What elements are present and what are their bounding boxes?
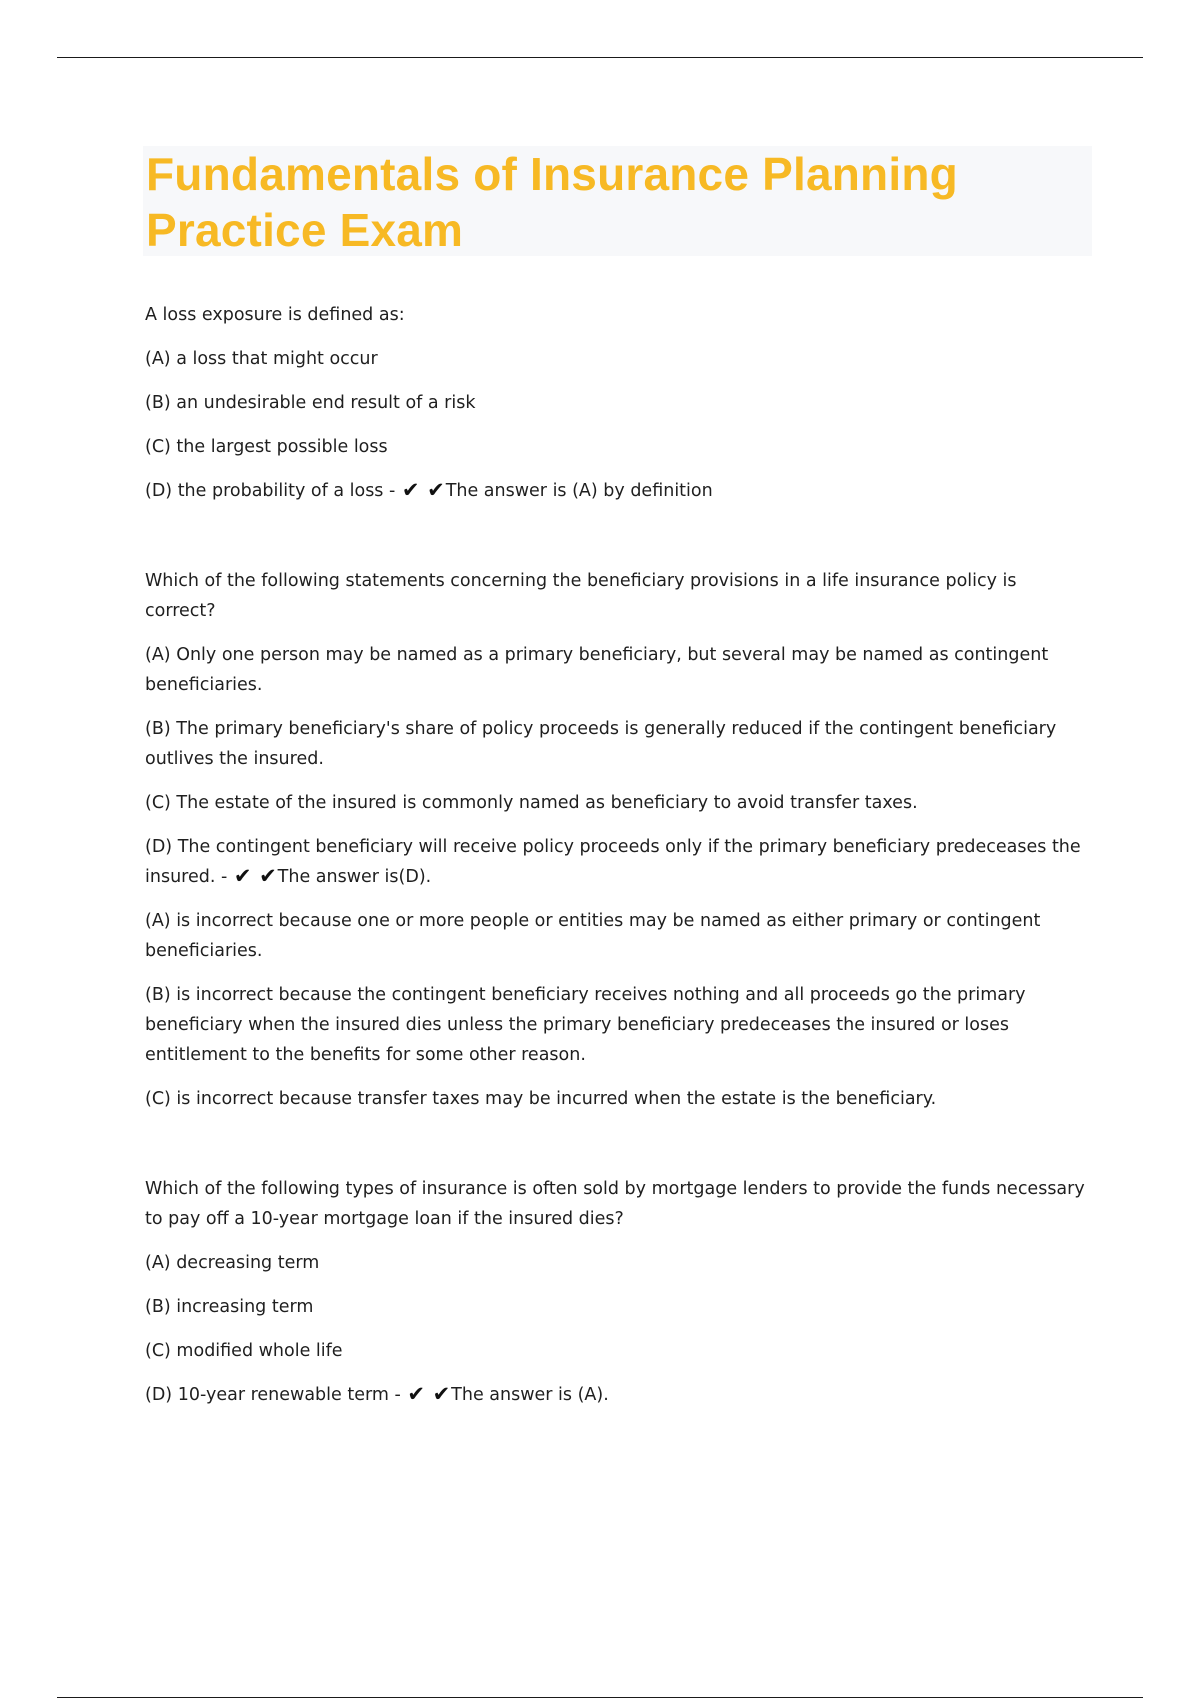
explanation-b: (B) is incorrect because the contingent beneficiary receives nothing and all proceeds go the primary beneficiary when the insured dies unless the primary beneficiary predeceases the insured or loses entitlement to the benefits for some other reason.: [145, 985, 1026, 1065]
question-stem: Which of the following statements concerning the beneficiary provisions in a life insurance policy is correct?: [145, 571, 1017, 621]
top-rule: [57, 57, 1143, 58]
option-a: (A) decreasing term: [145, 1253, 320, 1273]
option-c: (C) the largest possible loss: [145, 437, 388, 457]
option-a: (A) a loss that might occur: [145, 349, 378, 369]
option-d-with-answer: [145, 832, 1085, 892]
option-d: (D) 10-year renewable term -: [145, 1385, 401, 1405]
answer-text: The answer is(D).: [277, 867, 432, 887]
question-1: [145, 300, 1085, 506]
question-2: [145, 566, 1085, 1114]
explanation-c: (C) is incorrect because transfer taxes may be incurred when the estate is the beneficiary.: [145, 1089, 937, 1109]
option-d-with-answer: [145, 1380, 1085, 1410]
check-icon: ✔: [233, 864, 252, 888]
option-b: (B) an undesirable end result of a risk: [145, 393, 476, 413]
title-line-2: Practice Exam: [146, 204, 464, 256]
check-icon: ✔: [401, 478, 420, 502]
option-b: (B) increasing term: [145, 1297, 314, 1317]
check-icon: ✔: [407, 1382, 425, 1406]
question-stem: A loss exposure is defined as:: [145, 305, 405, 325]
page-title: [146, 146, 1086, 258]
option-a: (A) Only one person may be named as a primary beneficiary, but several may be named as contingent beneficiaries.: [145, 645, 1049, 695]
option-c: (C) modified whole life: [145, 1341, 343, 1361]
check-icon: ✔: [427, 478, 445, 502]
question-stem: Which of the following types of insurance is often sold by mortgage lenders to provide the funds necessary to pay off a 10-year mortgage loan if the insured dies?: [145, 1179, 1085, 1229]
option-d: (D) the probability of a loss -: [145, 481, 396, 501]
title-line-1: Fundamentals of Insurance Planning: [146, 148, 958, 200]
check-icon: ✔: [259, 864, 277, 888]
question-3: [145, 1174, 1085, 1410]
option-c: (C) The estate of the insured is commonly named as beneficiary to avoid transfer taxes.: [145, 793, 918, 813]
option-d-with-answer: [145, 476, 1085, 506]
exam-content: [145, 300, 1085, 1410]
answer-text: The answer is (A).: [451, 1385, 609, 1405]
explanation-a: (A) is incorrect because one or more people or entities may be named as either primary or contingent beneficiaries.: [145, 911, 1041, 961]
bottom-rule: [57, 1697, 1143, 1698]
option-d: (D) The contingent beneficiary will receive policy proceeds only if the primary beneficiary predeceases the insured. -: [145, 837, 1081, 887]
option-b: (B) The primary beneficiary's share of policy proceeds is generally reduced if the contingent beneficiary outlives the insured.: [145, 719, 1057, 769]
check-icon: ✔: [432, 1382, 451, 1406]
answer-text: The answer is (A) by definition: [445, 481, 713, 501]
